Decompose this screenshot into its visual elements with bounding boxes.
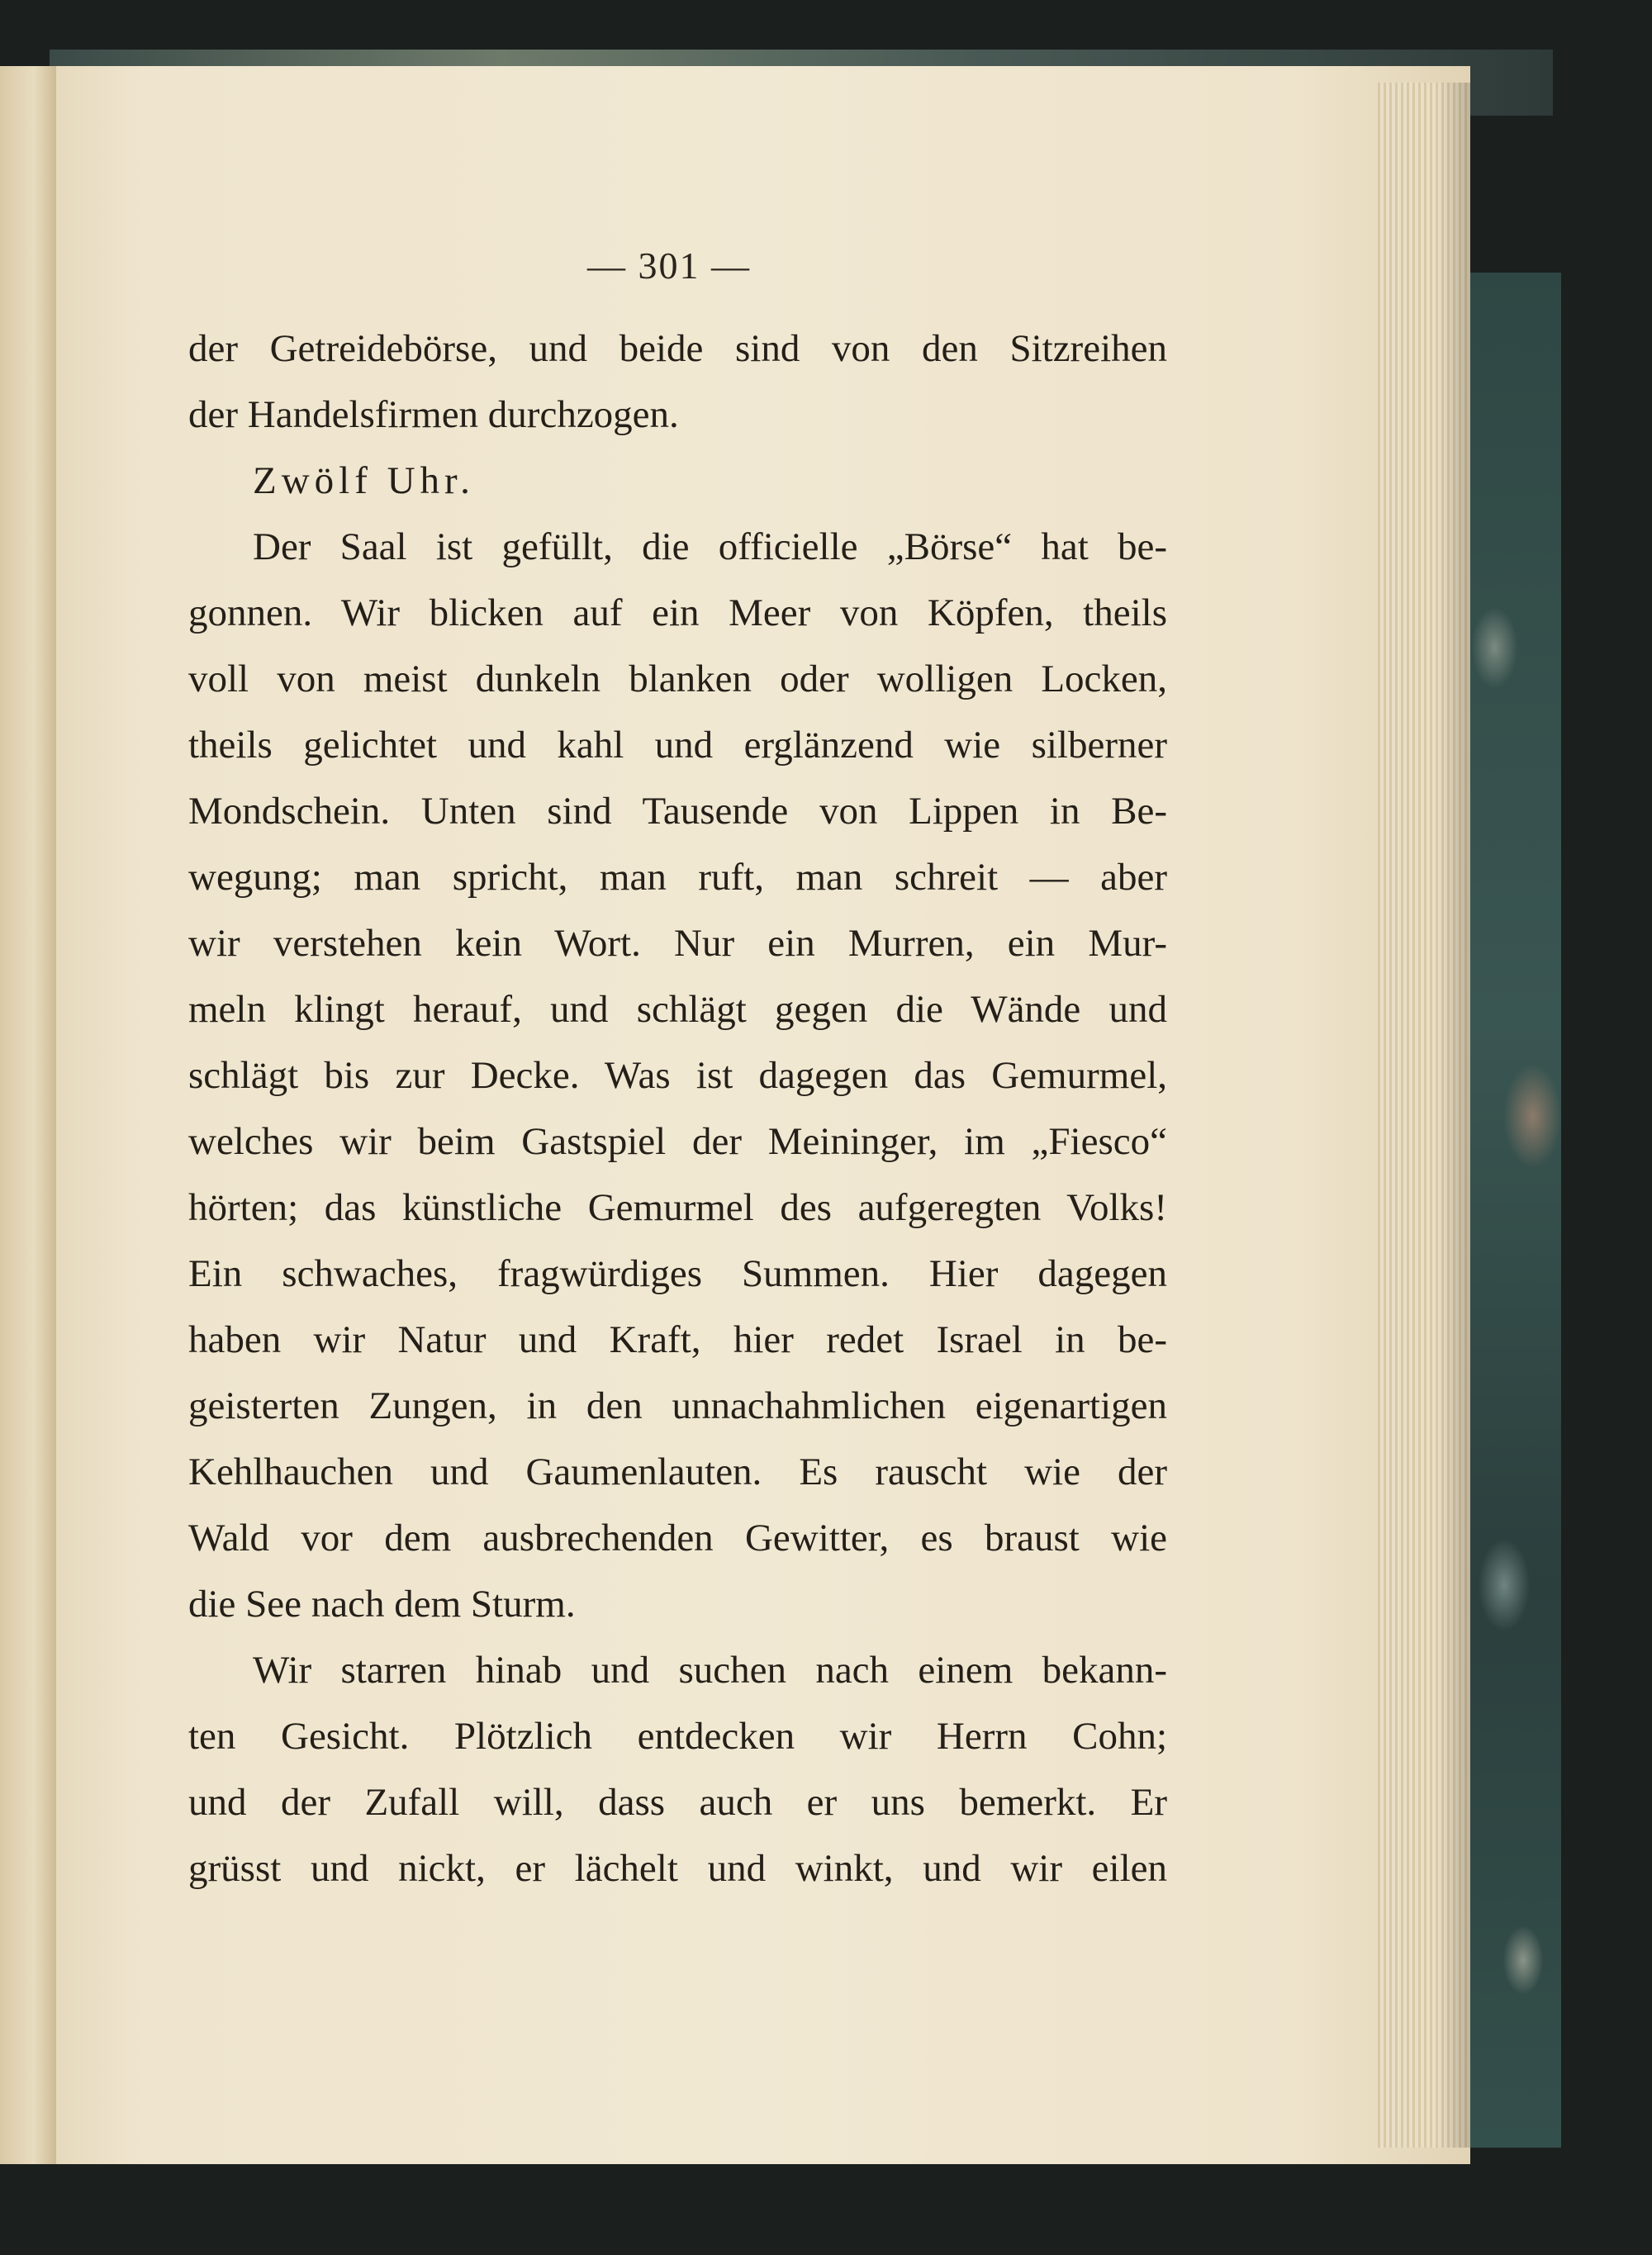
text-line: Der Saal ist gefüllt, die officielle „Börse“ hat be- (253, 525, 1167, 568)
text-line: wegung; man spricht, man ruft, man schreit — aber (188, 856, 1167, 899)
text-line: gonnen. Wir blicken auf ein Meer von Köpfen, theils (188, 591, 1167, 634)
text-line: meln klingt herauf, und schlägt gegen die Wände und (188, 988, 1167, 1031)
text-line: Wald vor dem ausbrechenden Gewitter, es braust wie (188, 1517, 1167, 1560)
text-line: geisterten Zungen, in den unnachahmlichen eigenartigen (188, 1384, 1167, 1427)
text-line: welches wir beim Gastspiel der Meininger, im „Fiesco“ (188, 1120, 1167, 1163)
text-line: hörten; das künstliche Gemurmel des aufgeregten Volks! (188, 1186, 1167, 1229)
facing-page-edge (0, 66, 56, 2164)
text-line: der Handelsfirmen durchzogen. (188, 393, 679, 436)
text-line: ten Gesicht. Plötzlich entdecken wir Herrn Cohn; (188, 1715, 1167, 1758)
text-line: haben wir Natur und Kraft, hier redet Israel in be- (188, 1318, 1167, 1361)
text-line: der Getreidebörse, und beide sind von den Sitzreihen (188, 327, 1167, 370)
text-line: theils gelichtet und kahl und erglänzend wie silberner (188, 724, 1167, 767)
text-line: Wir starren hinab und suchen nach einem bekann- (253, 1649, 1167, 1692)
page-edge-shadow (1437, 83, 1470, 2148)
section-heading: Zwölf Uhr. (253, 459, 475, 502)
text-line: voll von meist dunkeln blanken oder wolligen Locken, (188, 658, 1167, 700)
text-line: und der Zufall will, dass auch er uns bemerkt. Er (188, 1781, 1167, 1824)
book-cover-marbled-edge (1466, 273, 1561, 2148)
text-line: wir verstehen kein Wort. Nur ein Murren, ein Mur- (188, 922, 1167, 965)
text-line: Kehlhauchen und Gaumenlauten. Es rauscht wie der (188, 1450, 1167, 1493)
text-line: Mondschein. Unten sind Tausende von Lippen in Be- (188, 790, 1167, 833)
text-line: Ein schwaches, fragwürdiges Summen. Hier dagegen (188, 1252, 1167, 1295)
page-number: — 301 — (587, 244, 751, 287)
text-line: die See nach dem Sturm. (188, 1583, 576, 1626)
text-line: grüsst und nickt, er lächelt und winkt, und wir eilen (188, 1847, 1167, 1890)
text-line: schlägt bis zur Decke. Was ist dagegen das Gemurmel, (188, 1054, 1167, 1097)
